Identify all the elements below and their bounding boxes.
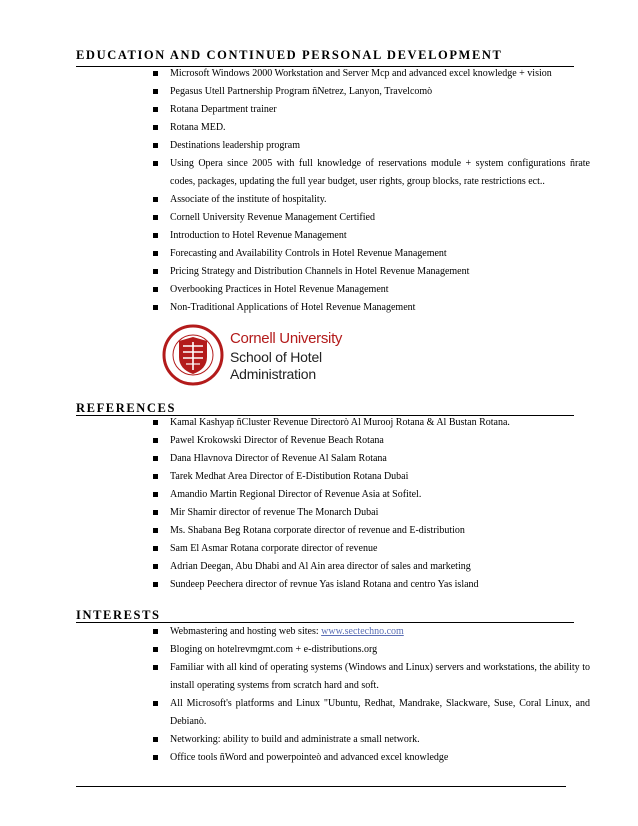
interests-list	[150, 623, 590, 767]
footer-rule	[76, 786, 566, 787]
list-item: Mir Shamir director of revenue The Monarch Dubai	[150, 504, 590, 522]
references-heading: REFERENCES	[76, 401, 177, 415]
cornell-logo	[162, 324, 352, 386]
interests-heading: INTERESTS	[76, 608, 161, 622]
list-item: Dana Hlavnova Director of Revenue Al Salam Rotana	[150, 450, 590, 468]
logo-school: School of Hotel	[230, 349, 322, 365]
list-item: Sundeep Peechera director of revnue Yas island Rotana and centro Yas island	[150, 576, 590, 594]
list-item: Kamal Kashyap ñCluster Revenue Directorò Al Murooj Rotana & Al Bustan Rotana.	[150, 414, 590, 432]
list-item: Rotana Department trainer	[150, 101, 590, 119]
list-item: Introduction to Hotel Revenue Management	[150, 227, 590, 245]
cornell-seal-icon	[162, 324, 224, 386]
website-link[interactable]: www.sectechno.com	[321, 626, 404, 637]
list-item: Using Opera since 2005 with full knowledge of reservations module + system configurations ñrate codes, packages, updating the full year budget, user rights, group blocks, rate restrictions ect..	[150, 155, 590, 191]
education-heading: EDUCATION AND CONTINUED PERSONAL DEVELOPMENT	[76, 48, 503, 62]
list-item: Cornell University Revenue Management Certified	[150, 209, 590, 227]
list-item: Networking: ability to build and administrate a small network.	[150, 731, 590, 749]
logo-administration: Administration	[230, 366, 316, 382]
list-item: Associate of the institute of hospitality.	[150, 191, 590, 209]
education-list	[150, 65, 590, 317]
list-item: Bloging on hotelrevmgmt.com + e-distributions.org	[150, 641, 590, 659]
list-item: Non-Traditional Applications of Hotel Revenue Management	[150, 299, 590, 317]
list-item: Destinations leadership program	[150, 137, 590, 155]
list-item: Familiar with all kind of operating systems (Windows and Linux) servers and workstations, the ability to install operating systems from scratch hard and soft.	[150, 659, 590, 695]
list-item: Pawel Krokowski Director of Revenue Beach Rotana	[150, 432, 590, 450]
list-item: Ms. Shabana Beg Rotana corporate director of revenue and E-distribution	[150, 522, 590, 540]
list-item: Tarek Medhat Area Director of E-Distibution Rotana Dubai	[150, 468, 590, 486]
list-item: Pegasus Utell Partnership Program ñNetrez, Lanyon, Travelcomò	[150, 83, 590, 101]
list-item: Overbooking Practices in Hotel Revenue Management	[150, 281, 590, 299]
list-item: Sam El Asmar Rotana corporate director of revenue	[150, 540, 590, 558]
list-item: Pricing Strategy and Distribution Channels in Hotel Revenue Management	[150, 263, 590, 281]
list-item: Microsoft Windows 2000 Workstation and Server Mcp and advanced excel knowledge + vision	[150, 65, 590, 83]
list-item: Amandio Martin Regional Director of Revenue Asia at Sofitel.	[150, 486, 590, 504]
logo-university: Cornell University	[230, 330, 343, 347]
references-list	[150, 414, 590, 594]
list-item: Forecasting and Availability Controls in Hotel Revenue Management	[150, 245, 590, 263]
list-item: Rotana MED.	[150, 119, 590, 137]
interest-label: Webmastering and hosting web sites:	[170, 626, 322, 637]
list-item	[150, 623, 590, 641]
list-item: Office tools ñWord and powerpointeò and advanced excel knowledge	[150, 749, 590, 767]
list-item: Adrian Deegan, Abu Dhabi and Al Ain area director of sales and marketing	[150, 558, 590, 576]
list-item: All Microsoft's platforms and Linux "Ubuntu, Redhat, Mandrake, Slackware, Suse, Coral Linux, and Debianò.	[150, 695, 590, 731]
